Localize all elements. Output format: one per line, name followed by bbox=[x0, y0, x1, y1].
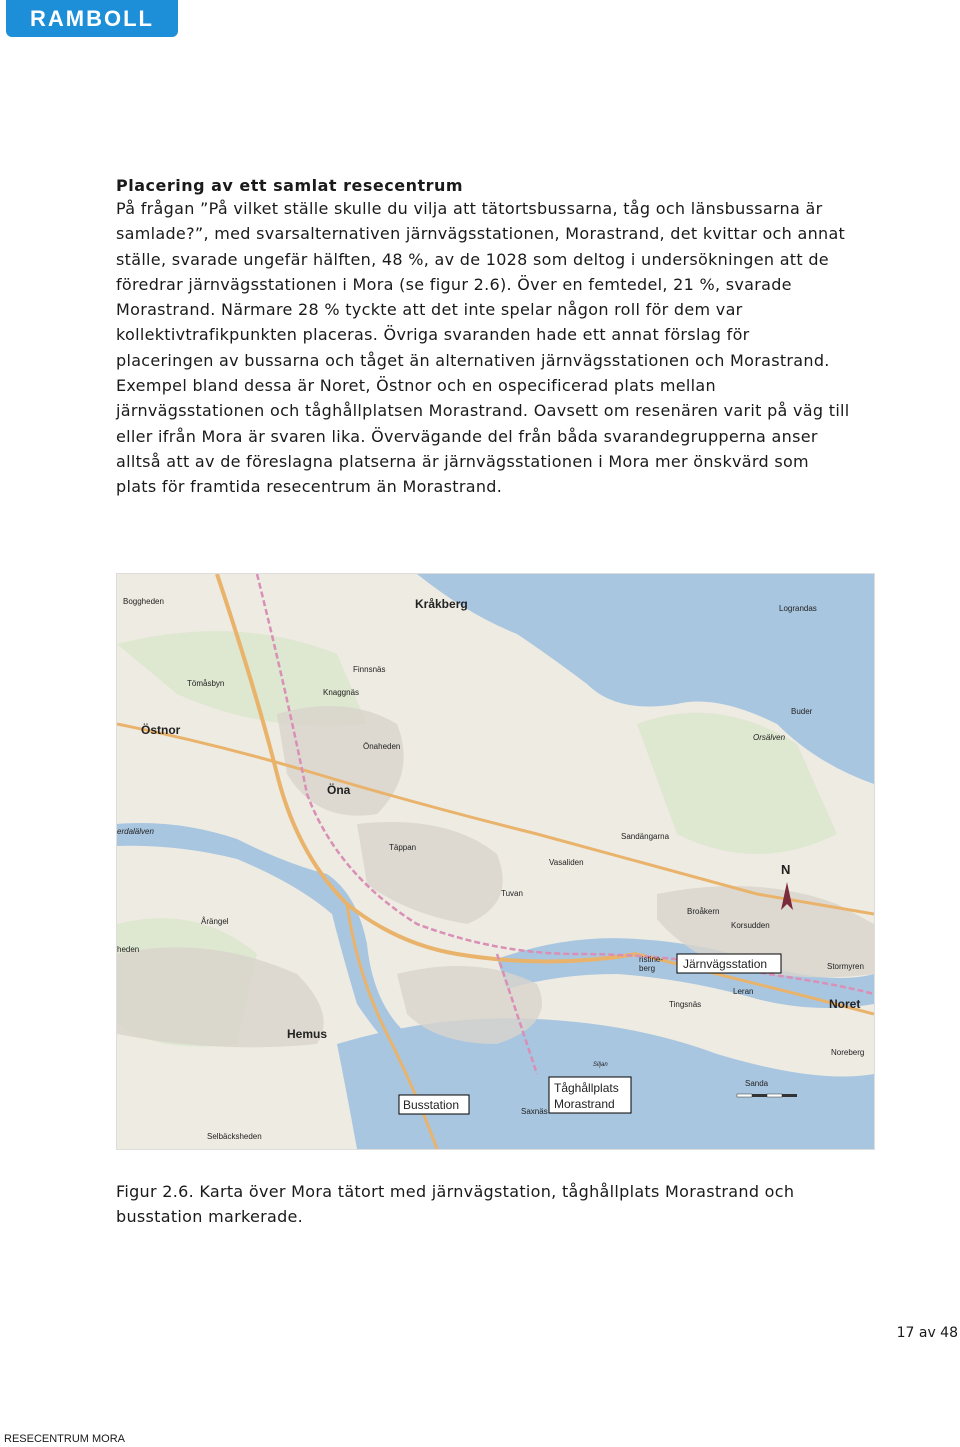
callout-taghallplats bbox=[549, 1077, 631, 1113]
place-kristineberg-2: berg bbox=[639, 964, 656, 973]
place-tingsnas: Tingsnäs bbox=[669, 1000, 702, 1009]
callout-busstation bbox=[399, 1095, 469, 1114]
page-number: 17 av 48 bbox=[896, 1325, 958, 1341]
place-ona: Öna bbox=[327, 783, 351, 797]
place-leran: Leran bbox=[733, 987, 754, 996]
callout-jarnvagsstation bbox=[677, 954, 781, 973]
place-finnsnas: Finnsnäs bbox=[353, 665, 386, 674]
place-broakern: Broåkern bbox=[687, 907, 720, 916]
document-footer: RESECENTRUM MORA bbox=[4, 1433, 126, 1445]
place-arangel: Årängel bbox=[201, 917, 229, 926]
place-ostnor: Östnor bbox=[141, 723, 181, 737]
place-tappan: Täppan bbox=[389, 843, 417, 852]
place-heden: heden bbox=[117, 945, 140, 954]
place-siljan: Siljan bbox=[593, 1062, 608, 1068]
svg-text:Busstation: Busstation bbox=[403, 1098, 460, 1112]
place-sanda: Sanda bbox=[745, 1079, 769, 1088]
north-label: N bbox=[781, 862, 791, 877]
place-tomasbyn: Tömåsbyn bbox=[187, 679, 225, 688]
section-heading: Placering av ett samlat resecentrum bbox=[116, 176, 464, 195]
place-orsalven: Orsälven bbox=[753, 733, 786, 742]
place-hemus: Hemus bbox=[287, 1027, 328, 1041]
place-stormyren: Stormyren bbox=[827, 962, 864, 971]
place-korsudden: Korsudden bbox=[731, 921, 770, 930]
place-selbacksheden: Selbäcksheden bbox=[207, 1132, 262, 1141]
place-sandangarna: Sandängarna bbox=[621, 832, 670, 841]
svg-text:Morastrand: Morastrand bbox=[554, 1097, 615, 1111]
place-kristineberg-1: ristine- bbox=[639, 955, 664, 964]
svg-text:Järnvägsstation: Järnvägsstation bbox=[683, 957, 768, 971]
place-buder: Buder bbox=[791, 707, 813, 716]
place-krakberg: Kråkberg bbox=[415, 597, 468, 611]
place-knaggnas: Knaggnäs bbox=[323, 688, 360, 697]
place-boggheden: Boggheden bbox=[123, 597, 164, 606]
place-noret: Noret bbox=[829, 997, 861, 1011]
map-figure bbox=[116, 573, 875, 1150]
ramboll-logo: RAMBOLL bbox=[6, 0, 178, 37]
scale-bar bbox=[737, 1094, 797, 1097]
place-noreberg: Noreberg bbox=[831, 1048, 865, 1057]
place-lograndas: Lograndas bbox=[779, 604, 817, 613]
place-vasaliden: Vasaliden bbox=[549, 858, 584, 867]
place-onaheden: Önaheden bbox=[363, 742, 401, 751]
figure-caption: Figur 2.6. Karta över Mora tätort med järnvägstation, tåghållplats Morastrand och busstation markerade. bbox=[116, 1182, 795, 1226]
place-saxnas: Saxnäs bbox=[521, 1107, 548, 1116]
place-osterdalalven: erdalälven bbox=[117, 827, 154, 836]
place-tuvan: Tuvan bbox=[501, 889, 523, 898]
svg-text:Tåghållplats: Tåghållplats bbox=[554, 1081, 619, 1095]
section-body: På frågan ”På vilket ställe skulle du vilja att tätortsbussarna, tåg och länsbussarna är samlade?”, med svarsalternativen järnvägsstationen, Morastrand, det kvittar och annat ställe, svarade ungefär hälften, 48 %, av de 1028 som deltog i undersökningen att de föredrar järnvägsstationen i Mora (se figur 2.6). Över en femtedel, 21 %, svarade Morastrand. Närmare 28 % tyckte att det inte spelar någon roll för dem var kollektivtrafikpunkten placeras. Övriga svaranden hade ett annat förslag för placeringen av bussarna och tåget än alternativen järnvägsstationen och Morastrand. Exempel bland dessa är Noret, Östnor och en ospecificerad plats mellan järnvägsstationen och tåghållplatsen Morastrand. Oavsett om resenären varit på väg till eller ifrån Mora är svaren lika. Övervägande del från båda svarandegrupperna anser alltså att av de föreslagna platserna är järnvägsstationen i Mora mer önskvärd som plats för framtida resecentrum än Morastrand. bbox=[116, 199, 850, 497]
